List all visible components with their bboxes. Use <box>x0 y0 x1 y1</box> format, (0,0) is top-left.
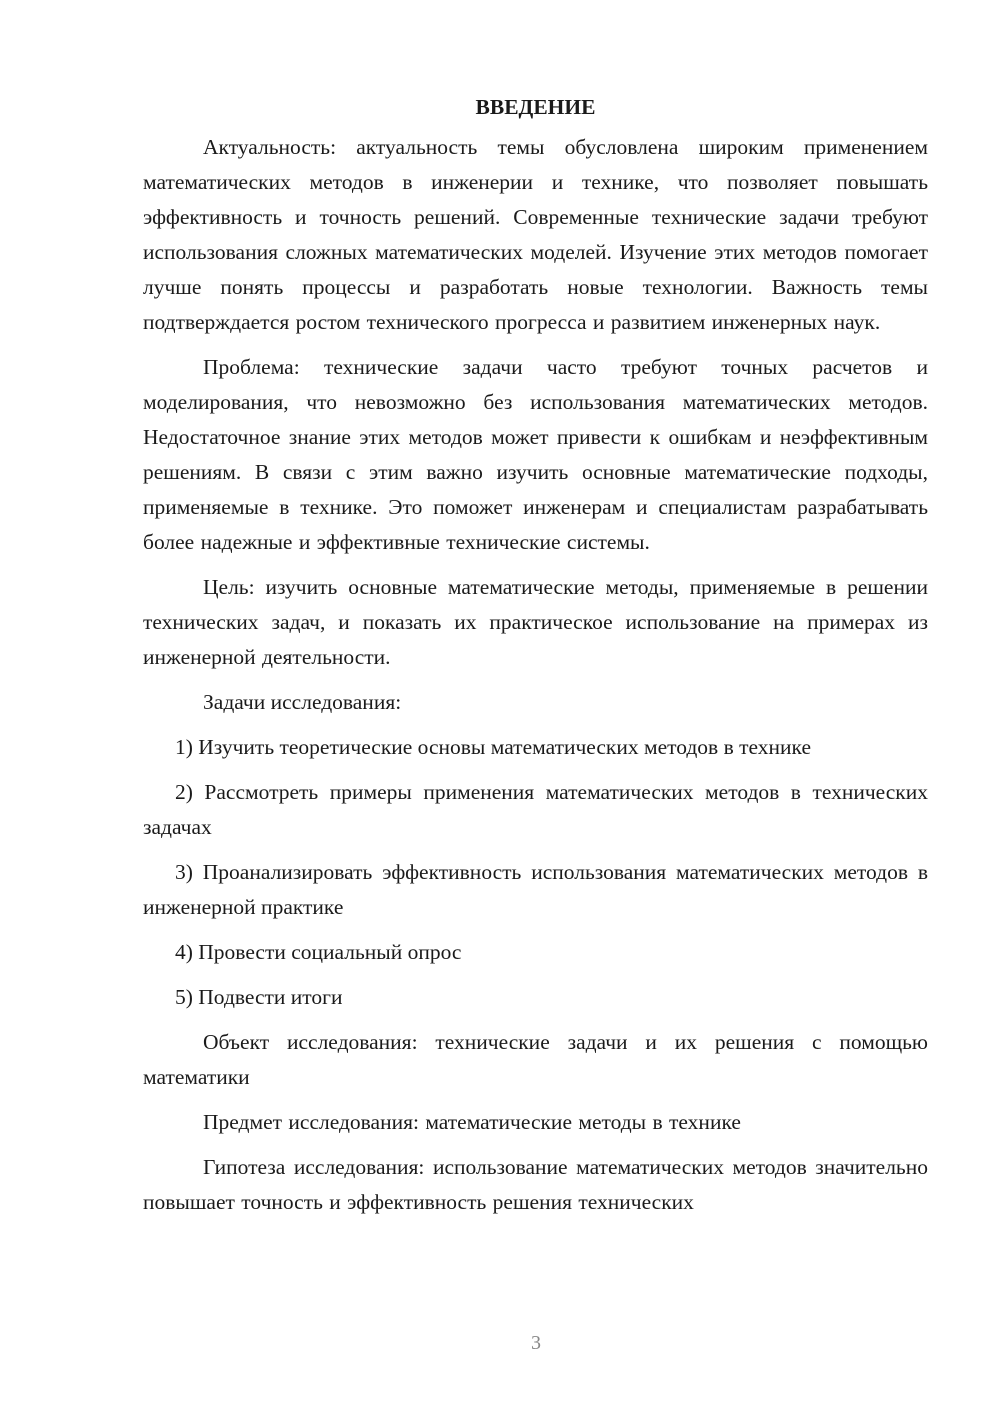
document-page <box>143 90 928 1230</box>
paragraph-goal: Цель: изучить основные математические методы, применяемые в решении технических задач, и показать их практическое использование на примерах из инженерной деятельности. <box>143 575 928 669</box>
paragraph-hypothesis: Гипотеза исследования: использование математических методов значительно повышает точность и эффективность решения технических <box>143 1155 928 1214</box>
paragraph-subject: Предмет исследования: математические методы в технике <box>203 1110 741 1134</box>
list-item: 1) Изучить теоретические основы математических методов в технике <box>175 735 811 759</box>
paragraph-relevance: Актуальность: актуальность темы обусловлена широким применением математических методов в инженерии и технике, что позволяет повышать эффективность и точность решений. Современные технические задачи требуют использования сложных математических моделей. Изучение этих методов помогает лучше понять процессы и разработать новые технологии. Важность темы подтверждается ростом технического прогресса и развитием инженерных наук. <box>143 135 928 334</box>
list-item: 4) Провести социальный опрос <box>175 940 462 964</box>
list-item: 3) Проанализировать эффективность использования математических методов в инженерной практике <box>143 860 928 919</box>
page-number: 3 <box>531 1332 541 1354</box>
tasks-heading: Задачи исследования: <box>203 690 402 714</box>
list-item: 2) Рассмотреть примеры применения математических методов в технических задачах <box>143 780 928 839</box>
list-item: 5) Подвести итоги <box>175 985 343 1009</box>
section-title: ВВЕДЕНИЕ <box>475 95 596 119</box>
tasks-list <box>143 730 928 1015</box>
paragraph-object: Объект исследования: технические задачи и их решения с помощью математики <box>143 1030 928 1089</box>
paragraph-problem: Проблема: технические задачи часто требуют точных расчетов и моделирования, что невозможно без использования математических методов. Недостаточное знание этих методов может привести к ошибкам и неэффективным решениям. В связи с этим важно изучить основные математические подходы, применяемые в технике. Это поможет инженерам и специалистам разрабатывать более надежные и эффективные технические системы. <box>143 355 928 554</box>
